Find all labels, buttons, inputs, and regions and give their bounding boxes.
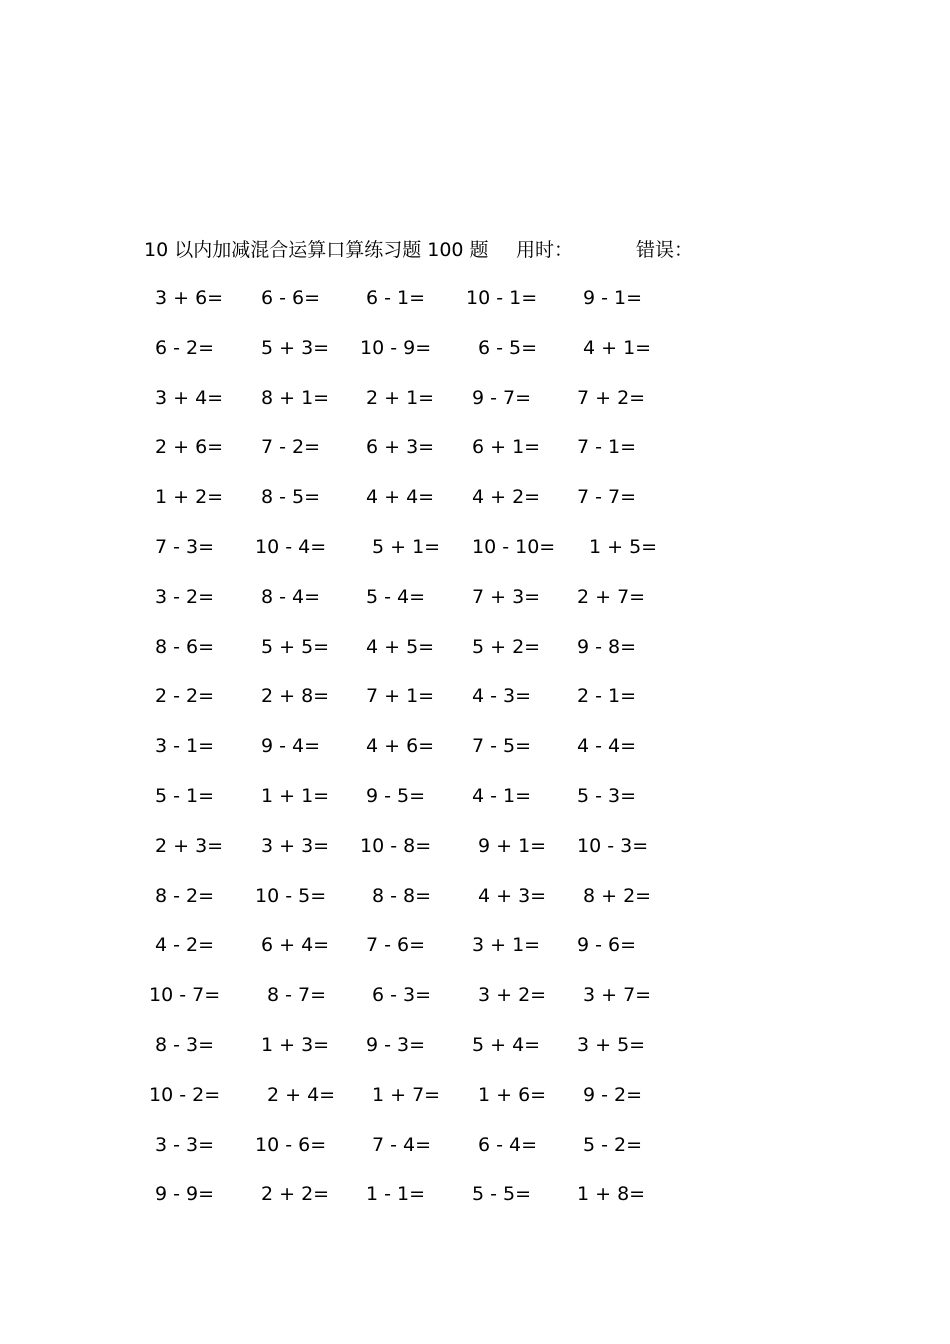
problem-item: 10 - 3= — [577, 834, 649, 857]
problem-item: 6 - 3= — [372, 984, 432, 1007]
problem-item: 9 + 1= — [478, 834, 547, 857]
problem-item: 4 - 4= — [577, 735, 637, 758]
error-count-label: 错误： — [636, 239, 694, 261]
problem-item: 6 - 6= — [261, 287, 321, 309]
problem-item: 8 - 2= — [155, 884, 215, 907]
problem-item: 8 - 8= — [372, 884, 432, 907]
problem-item: 9 - 4= — [261, 735, 321, 758]
problem-item: 10 - 6= — [255, 1133, 327, 1156]
problem-item: 8 - 7= — [267, 984, 327, 1007]
problem-item: 3 + 7= — [583, 984, 652, 1007]
problem-item: 7 - 5= — [472, 735, 532, 758]
problem-item: 10 - 10= — [472, 536, 556, 558]
problem-item: 8 + 1= — [261, 386, 330, 409]
problem-item: 5 - 4= — [366, 585, 426, 608]
problem-item: 9 - 6= — [577, 934, 637, 957]
problem-item: 4 + 1= — [583, 336, 652, 359]
problem-item: 7 - 6= — [366, 934, 426, 957]
problem-item: 6 + 3= — [366, 436, 435, 459]
problem-item: 4 - 3= — [472, 685, 532, 708]
problem-item: 5 + 4= — [472, 1034, 541, 1056]
problem-item: 1 + 8= — [577, 1183, 646, 1206]
problem-item: 5 - 1= — [155, 785, 215, 807]
problem-item: 8 + 2= — [583, 884, 652, 907]
problem-item: 2 + 2= — [261, 1183, 330, 1206]
problem-item: 10 - 4= — [255, 536, 327, 558]
problem-item: 10 - 1= — [466, 287, 538, 309]
problem-item: 1 + 1= — [261, 785, 330, 807]
problem-item: 10 - 9= — [360, 336, 432, 359]
problem-item: 9 - 5= — [366, 785, 426, 807]
problem-item: 7 + 3= — [472, 585, 541, 608]
problem-item: 6 + 4= — [261, 934, 330, 957]
problem-item: 2 + 6= — [155, 436, 224, 459]
problem-item: 7 - 4= — [372, 1133, 432, 1156]
problem-item: 5 - 2= — [583, 1133, 643, 1156]
problem-item: 2 - 2= — [155, 685, 215, 708]
problem-item: 4 + 2= — [472, 486, 541, 509]
problem-item: 3 - 1= — [155, 735, 215, 758]
problem-item: 8 - 5= — [261, 486, 321, 509]
problem-item: 6 - 1= — [366, 287, 426, 309]
problem-item: 3 + 6= — [155, 287, 224, 309]
problem-item: 1 + 2= — [155, 486, 224, 509]
problem-item: 2 + 3= — [155, 834, 224, 857]
problem-item: 4 + 3= — [478, 884, 547, 907]
problem-item: 7 - 2= — [261, 436, 321, 459]
problem-item: 9 - 3= — [366, 1034, 426, 1056]
problem-item: 10 - 7= — [149, 984, 221, 1007]
problem-item: 3 - 3= — [155, 1133, 215, 1156]
problem-item: 8 - 4= — [261, 585, 321, 608]
problem-item: 4 + 4= — [366, 486, 435, 509]
problem-item: 4 - 1= — [472, 785, 532, 807]
problem-item: 10 - 2= — [149, 1083, 221, 1106]
problem-item: 3 + 3= — [261, 834, 330, 857]
problem-item: 4 + 6= — [366, 735, 435, 758]
problem-item: 8 - 6= — [155, 635, 215, 658]
problem-item: 5 - 5= — [472, 1183, 532, 1206]
problem-item: 3 + 4= — [155, 386, 224, 409]
problem-item: 2 - 1= — [577, 685, 637, 708]
problem-item: 6 - 5= — [478, 336, 538, 359]
time-used-label: 用时： — [516, 239, 574, 261]
problem-item: 9 - 8= — [577, 635, 637, 658]
problem-item: 2 + 1= — [366, 386, 435, 409]
problem-item: 5 + 3= — [261, 336, 330, 359]
problem-item: 5 - 3= — [577, 785, 637, 807]
problem-item: 5 + 2= — [472, 635, 541, 658]
problem-item: 3 + 2= — [478, 984, 547, 1007]
problem-item: 9 - 1= — [583, 287, 643, 309]
problem-item: 9 - 2= — [583, 1083, 643, 1106]
problem-item: 3 + 1= — [472, 934, 541, 957]
problem-item: 9 - 7= — [472, 386, 532, 409]
problem-item: 3 + 5= — [577, 1034, 646, 1056]
problem-item: 1 + 6= — [478, 1083, 547, 1106]
problem-item: 6 + 1= — [472, 436, 541, 459]
problem-item: 4 + 5= — [366, 635, 435, 658]
problem-item: 5 + 5= — [261, 635, 330, 658]
problem-item: 1 + 5= — [589, 536, 658, 558]
problem-item: 9 - 9= — [155, 1183, 215, 1206]
problem-item: 7 - 7= — [577, 486, 637, 509]
problem-item: 7 + 2= — [577, 386, 646, 409]
problem-item: 2 + 8= — [261, 685, 330, 708]
problem-item: 6 - 2= — [155, 336, 215, 359]
problem-item: 1 + 3= — [261, 1034, 330, 1056]
problem-item: 10 - 8= — [360, 834, 432, 857]
problem-item: 1 - 1= — [366, 1183, 426, 1206]
problem-item: 4 - 2= — [155, 934, 215, 957]
problem-item: 2 + 4= — [267, 1083, 336, 1106]
problem-item: 5 + 1= — [372, 536, 441, 558]
problem-item: 1 + 7= — [372, 1083, 441, 1106]
problem-item: 10 - 5= — [255, 884, 327, 907]
problem-item: 7 - 3= — [155, 536, 215, 558]
problem-item: 6 - 4= — [478, 1133, 538, 1156]
problem-item: 7 + 1= — [366, 685, 435, 708]
problem-item: 7 - 1= — [577, 436, 637, 459]
problem-item: 3 - 2= — [155, 585, 215, 608]
problem-item: 8 - 3= — [155, 1034, 215, 1056]
problem-item: 2 + 7= — [577, 585, 646, 608]
worksheet-title: 10 以内加减混合运算口算练习题 100 题 — [144, 239, 489, 261]
